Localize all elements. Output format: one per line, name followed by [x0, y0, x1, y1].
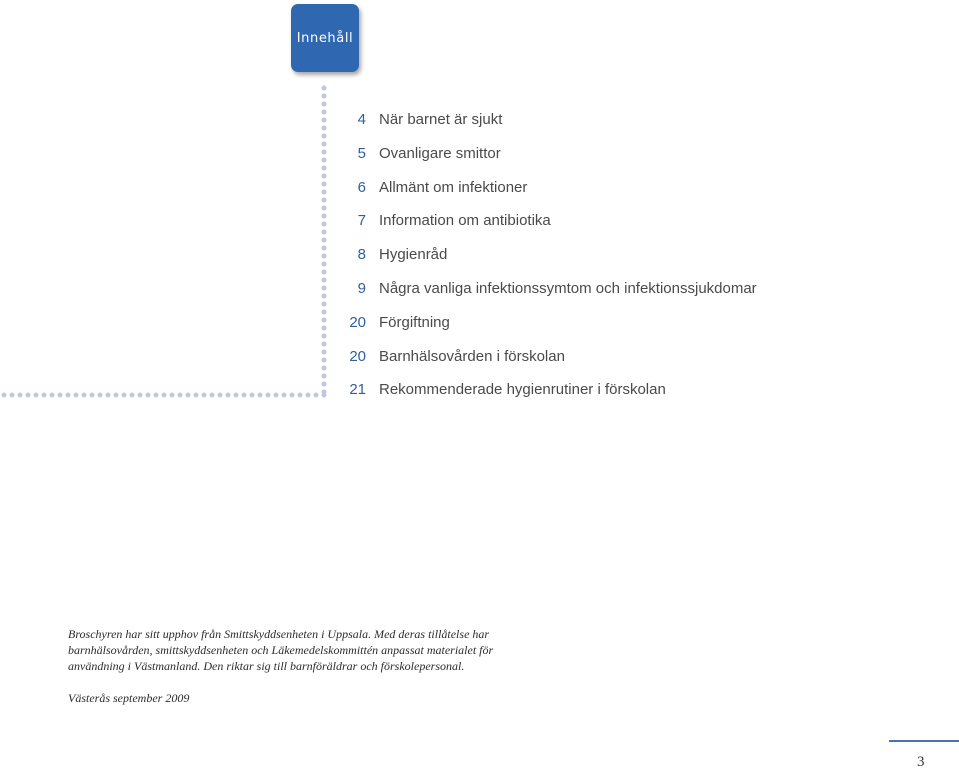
toc-item[interactable] — [340, 211, 860, 245]
toc-title: När barnet är sjukt — [379, 111, 503, 128]
toc-page-number: 9 — [357, 279, 366, 297]
toc-page-number: 6 — [357, 178, 366, 196]
toc-page-number: 20 — [349, 313, 366, 331]
toc-title: Rekommenderade hygienrutiner i förskolan — [379, 381, 666, 399]
toc-page-number: 8 — [357, 246, 366, 264]
section-tab — [291, 4, 359, 72]
toc-item[interactable] — [340, 245, 860, 279]
page-number-rule — [889, 740, 959, 742]
toc-title: Förgiftning — [379, 313, 450, 331]
toc-item[interactable] — [340, 144, 860, 178]
toc-item[interactable] — [340, 178, 860, 212]
section-tab-label: Innehåll — [296, 30, 354, 46]
toc-title: Några vanliga infektionssymtom och infektionssjukdomar — [379, 279, 757, 297]
page-number: 3 — [917, 754, 925, 770]
toc-title: Barnhälsovården i förskolan — [379, 347, 565, 365]
toc-page-number: 20 — [349, 347, 366, 365]
toc-page-number: 21 — [349, 381, 366, 399]
toc-title: Ovanligare smittor — [379, 144, 501, 162]
place-date: Västerås september 2009 — [68, 691, 190, 705]
dotted-line-vertical — [321, 84, 327, 396]
toc-title: Information om antibiotika — [379, 212, 551, 230]
toc-page-number: 4 — [357, 111, 366, 128]
toc-page-number: 5 — [357, 144, 366, 162]
toc-item[interactable] — [340, 347, 860, 381]
table-of-contents — [340, 110, 860, 414]
toc-page-number: 7 — [357, 212, 366, 230]
toc-title: Hygienråd — [379, 246, 448, 264]
toc-item[interactable] — [340, 313, 860, 347]
toc-item[interactable] — [340, 279, 860, 313]
toc-title: Allmänt om infektioner — [379, 178, 528, 196]
toc-item[interactable] — [340, 110, 860, 144]
toc-item[interactable] — [340, 380, 860, 414]
dotted-line-horizontal — [0, 392, 327, 398]
intro-paragraph: Broschyren har sitt upphov från Smittskyddsenheten i Uppsala. Med deras tillåtelse har barnhälsovården, smittskyddsenheten och Läkemedelskommittén anpassat materialet för användning i Västmanland. Den riktar sig till barnföräldrar och förskolepersonal. — [68, 627, 494, 673]
